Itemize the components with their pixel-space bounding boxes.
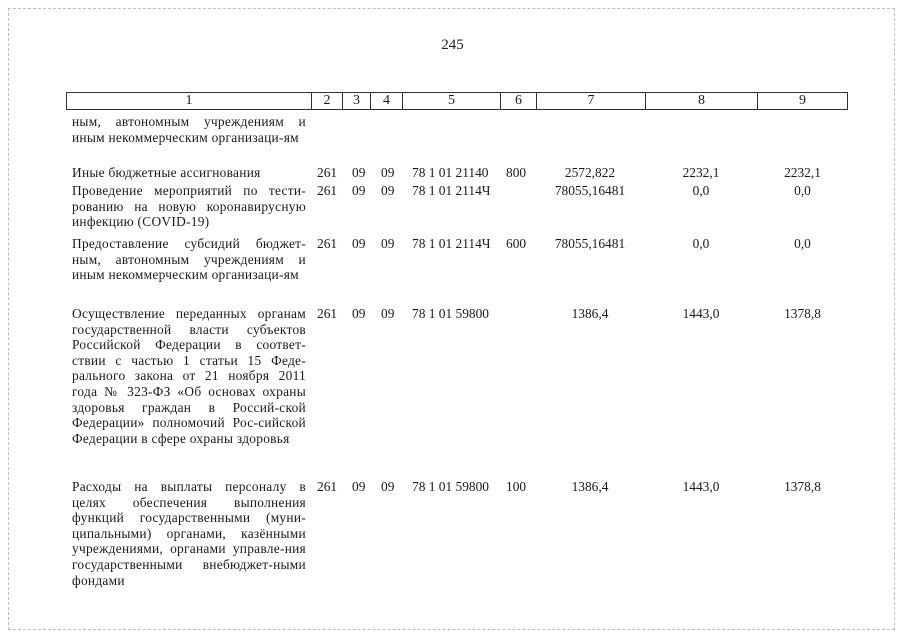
header-col-1: 1 [67,93,312,109]
row-expense-type: 800 [506,165,527,180]
row-description: Предоставление субсидий бюджет-ным, автономным учреждениям и иным некоммерческим организаци-ям [72,236,306,283]
row-value-9: 2232,1 [784,165,821,180]
page-number: 245 [441,37,464,53]
row-subsection: 09 [381,479,395,494]
row-code: 261 [317,236,338,251]
row-value-9: 1378,8 [784,479,821,494]
row-expense-type: 100 [506,479,527,494]
header-col-2: 2 [312,93,343,109]
row-article: 78 1 01 59800 [412,306,489,321]
row-value-9: 0,0 [794,183,811,198]
row-article: 78 1 01 2114Ч [412,236,491,251]
header-col-7: 7 [537,93,646,109]
row-value-9: 0,0 [794,236,811,251]
row-value-7: 78055,16481 [554,183,626,198]
row-code: 261 [317,306,338,321]
header-col-8: 8 [646,93,758,109]
header-col-3: 3 [343,93,371,109]
row-description: Иные бюджетные ассигнования [72,165,261,180]
row-subsection: 09 [381,236,395,251]
table-header [66,92,848,110]
row-subsection: 09 [381,306,395,321]
row-expense-type: 600 [506,236,527,251]
row-code: 261 [317,165,338,180]
row-section: 09 [352,236,366,251]
row-description: Расходы на выплаты персоналу в целях обеспечения выполнения функций государственными (муни-ципальными) органами, казёнными учреждениями, органами управле-ния государственными внебюджет-ными фондами [72,479,306,588]
row-value-8: 2232,1 [682,165,720,180]
row-value-7: 78055,16481 [554,236,626,251]
header-col-4: 4 [371,93,403,109]
header-col-9: 9 [799,93,806,108]
row-value-7: 2572,822 [564,165,616,180]
row-description: ным, автономным учреждениям и иным некоммерческим организаци-ям [72,114,306,145]
row-section: 09 [352,306,366,321]
header-col-5: 5 [403,93,501,109]
row-description: Проведение мероприятий по тести-рованию на новую коронавирусную инфекцию (COVID-19) [72,183,306,230]
row-article: 78 1 01 59800 [412,479,489,494]
row-value-9: 1378,8 [784,306,821,321]
row-section: 09 [352,165,366,180]
row-article: 78 1 01 2114Ч [412,183,491,198]
row-value-8: 1443,0 [682,306,720,321]
row-code: 261 [317,479,338,494]
row-value-8: 0,0 [692,183,710,198]
row-article: 78 1 01 21140 [412,165,489,180]
header-col-6: 6 [501,93,537,109]
row-section: 09 [352,183,366,198]
row-value-7: 1386,4 [571,479,609,494]
row-code: 261 [317,183,338,198]
row-subsection: 09 [381,165,395,180]
row-value-8: 1443,0 [682,479,720,494]
row-description: Осуществление переданных органам государственной власти субъектов Российской Федерации в соответ-ствии с частью 1 статьи 15 Феде-рального закона от 21 ноября 2011 года № 323-ФЗ «Об основах охраны здоровья граждан в Россий-ской Федерации» полномочий Рос-сийской Федерации в сфере охраны здоровья [72,306,306,446]
row-section: 09 [352,479,366,494]
row-subsection: 09 [381,183,395,198]
row-value-7: 1386,4 [571,306,609,321]
row-value-8: 0,0 [692,236,710,251]
